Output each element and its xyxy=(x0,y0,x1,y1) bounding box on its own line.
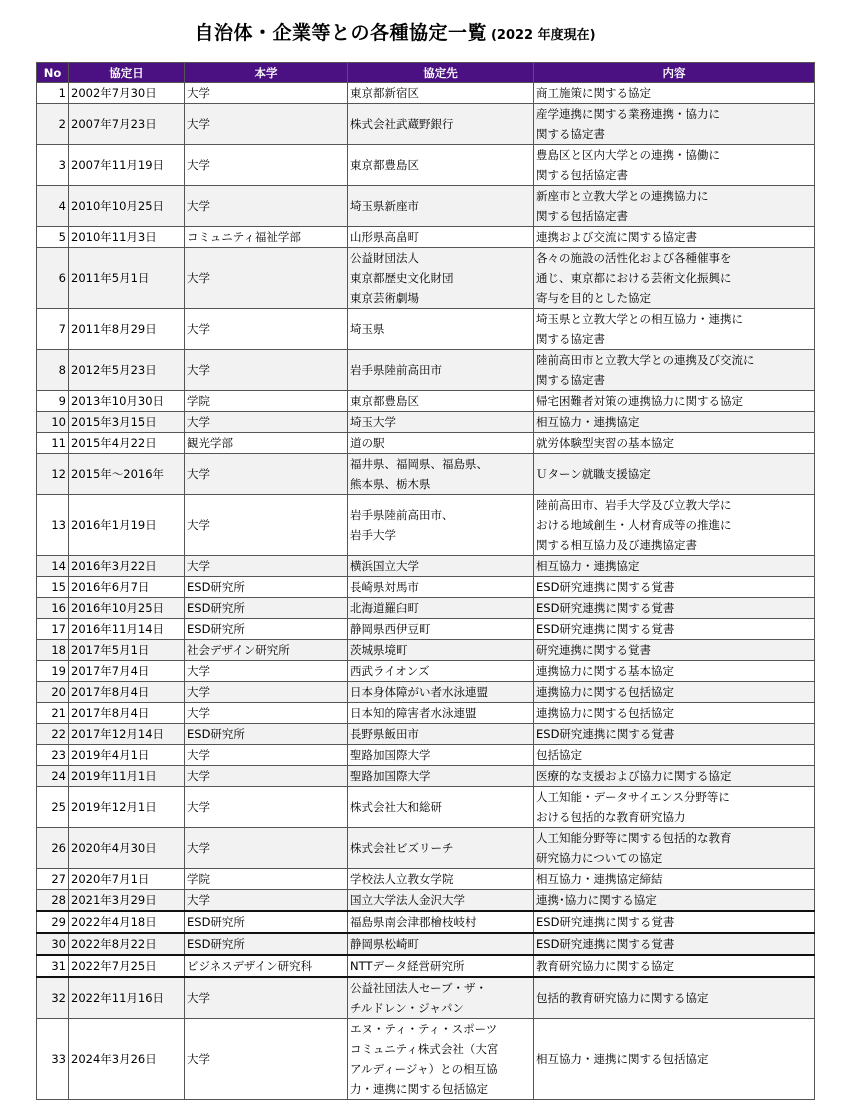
cell-content xyxy=(534,412,815,433)
cell-content-line: 各々の施設の活性化および各種催事を xyxy=(536,251,732,265)
table-row xyxy=(37,495,815,556)
cell-dept: 大学 xyxy=(185,350,348,391)
cell-date: 2022年8月22日 xyxy=(69,933,185,955)
cell-content-line: 研究連携に関する覚書 xyxy=(536,643,651,657)
cell-date: 2019年12月1日 xyxy=(69,787,185,828)
cell-partner-line: 公益財団法人 xyxy=(350,251,419,265)
cell-dept: 大学 xyxy=(185,890,348,912)
cell-partner-line: 力・連携に関する包括協定 xyxy=(350,1082,488,1096)
cell-partner xyxy=(348,703,534,724)
cell-partner xyxy=(348,869,534,890)
cell-no: 19 xyxy=(37,661,69,682)
cell-partner-line: 道の駅 xyxy=(350,436,385,450)
cell-content-line: 医療的な支援および協力に関する協定 xyxy=(536,769,732,783)
cell-partner-line: 日本知的障害者水泳連盟 xyxy=(350,706,477,720)
cell-no: 17 xyxy=(37,619,69,640)
table-row xyxy=(37,104,815,145)
cell-dept: 大学 xyxy=(185,454,348,495)
cell-partner-line: 山形県高畠町 xyxy=(350,230,419,244)
table-row xyxy=(37,391,815,412)
cell-content-line: 相互協力・連携協定 xyxy=(536,415,640,429)
column-header-date: 協定日 xyxy=(69,63,185,83)
cell-content-line: ESD研究連携に関する覚書 xyxy=(536,727,675,741)
table-row xyxy=(37,766,815,787)
cell-content xyxy=(534,703,815,724)
cell-partner-line: 静岡県松崎町 xyxy=(350,937,419,951)
cell-partner xyxy=(348,787,534,828)
cell-content-line: 包括的教育研究協力に関する協定 xyxy=(536,991,709,1005)
cell-content-line: 豊島区と区内大学との連携・協働に xyxy=(536,148,720,162)
cell-content-line: 寄与を目的とした協定 xyxy=(536,291,651,305)
cell-content xyxy=(534,977,815,1019)
table-row xyxy=(37,433,815,454)
cell-dept: 大学 xyxy=(185,556,348,577)
cell-dept: 大学 xyxy=(185,248,348,309)
cell-date: 2002年7月30日 xyxy=(69,83,185,104)
cell-content-line: 帰宅困難者対策の連携協力に関する協定 xyxy=(536,394,743,408)
cell-dept: 大学 xyxy=(185,661,348,682)
cell-partner-line: コミュニティ株式会社（大宮 xyxy=(350,1042,499,1056)
cell-content xyxy=(534,248,815,309)
cell-dept: 大学 xyxy=(185,412,348,433)
cell-content xyxy=(534,933,815,955)
cell-no: 5 xyxy=(37,227,69,248)
cell-partner xyxy=(348,186,534,227)
cell-no: 9 xyxy=(37,391,69,412)
cell-partner xyxy=(348,724,534,745)
cell-partner-line: 聖路加国際大学 xyxy=(350,769,431,783)
cell-partner-line: 静岡県西伊豆町 xyxy=(350,622,431,636)
cell-partner-line: 株式会社ビズリーチ xyxy=(350,841,454,855)
cell-no: 29 xyxy=(37,911,69,933)
cell-content xyxy=(534,869,815,890)
cell-no: 12 xyxy=(37,454,69,495)
table-row xyxy=(37,350,815,391)
cell-no: 22 xyxy=(37,724,69,745)
cell-partner xyxy=(348,1019,534,1100)
cell-dept: 観光学部 xyxy=(185,433,348,454)
cell-content-line: 研究協力についての協定 xyxy=(536,851,663,865)
cell-content-line: 連携協力に関する包括協定 xyxy=(536,685,674,699)
cell-dept: 大学 xyxy=(185,309,348,350)
cell-dept: 大学 xyxy=(185,186,348,227)
cell-partner-line: 東京芸術劇場 xyxy=(350,291,419,305)
cell-content-line: おける地域創生・人材育成等の推進に xyxy=(536,518,732,532)
table-row xyxy=(37,248,815,309)
cell-partner-line: 株式会社武蔵野銀行 xyxy=(350,117,454,131)
cell-dept: 大学 xyxy=(185,682,348,703)
cell-date: 2017年8月4日 xyxy=(69,703,185,724)
cell-content-line: 就労体験型実習の基本協定 xyxy=(536,436,674,450)
table-row xyxy=(37,454,815,495)
cell-content-line: ESD研究連携に関する覚書 xyxy=(536,580,675,594)
cell-partner-line: 岩手大学 xyxy=(350,528,396,542)
cell-partner xyxy=(348,454,534,495)
cell-content-line: 関する包括協定書 xyxy=(536,209,628,223)
cell-date: 2017年5月1日 xyxy=(69,640,185,661)
cell-partner-line: 福井県、福岡県、福島県、 xyxy=(350,457,488,471)
cell-content-line: 陸前高田市と立教大学との連携及び交流に xyxy=(536,353,755,367)
cell-partner-line: 聖路加国際大学 xyxy=(350,748,431,762)
cell-partner xyxy=(348,350,534,391)
column-header-no: No xyxy=(37,63,69,83)
cell-dept: 大学 xyxy=(185,977,348,1019)
cell-partner-line: 埼玉県新座市 xyxy=(350,199,419,213)
table-row xyxy=(37,309,815,350)
cell-no: 13 xyxy=(37,495,69,556)
cell-dept: コミュニティ福祉学部 xyxy=(185,227,348,248)
cell-dept: ビジネスデザイン研究科 xyxy=(185,955,348,977)
cell-partner xyxy=(348,227,534,248)
cell-partner xyxy=(348,977,534,1019)
cell-partner xyxy=(348,766,534,787)
cell-partner-line: 公益社団法人セーブ・ザ・ xyxy=(350,981,487,995)
page-title-block xyxy=(0,18,790,45)
cell-partner xyxy=(348,640,534,661)
cell-content xyxy=(534,454,815,495)
cell-date: 2017年7月4日 xyxy=(69,661,185,682)
cell-content-line: ESD研究連携に関する覚書 xyxy=(536,622,675,636)
cell-content xyxy=(534,104,815,145)
cell-no: 10 xyxy=(37,412,69,433)
table-row xyxy=(37,186,815,227)
table-row xyxy=(37,619,815,640)
cell-content-line: 連携協力に関する包括協定 xyxy=(536,706,674,720)
cell-content xyxy=(534,911,815,933)
cell-content xyxy=(534,556,815,577)
cell-date: 2011年5月1日 xyxy=(69,248,185,309)
cell-content xyxy=(534,391,815,412)
cell-partner-line: 福島県南会津郡檜枝岐村 xyxy=(350,915,477,929)
cell-date: 2012年5月23日 xyxy=(69,350,185,391)
table-row xyxy=(37,911,815,933)
cell-no: 18 xyxy=(37,640,69,661)
cell-no: 11 xyxy=(37,433,69,454)
table-row xyxy=(37,640,815,661)
cell-content-line: 通じ、東京都における芸術文化振興に xyxy=(536,271,732,285)
cell-content-line: 人工知能分野等に関する包括的な教育 xyxy=(536,831,732,845)
cell-partner-line: アルディージャ）との相互協 xyxy=(350,1062,498,1076)
table-row xyxy=(37,1019,815,1100)
cell-partner xyxy=(348,682,534,703)
cell-dept: 大学 xyxy=(185,145,348,186)
cell-no: 30 xyxy=(37,933,69,955)
cell-no: 20 xyxy=(37,682,69,703)
cell-dept: 大学 xyxy=(185,83,348,104)
cell-no: 28 xyxy=(37,890,69,912)
table-row xyxy=(37,869,815,890)
cell-partner-line: エヌ・ティ・ティ・スポーツ xyxy=(350,1022,498,1036)
cell-content-line: 包括協定 xyxy=(536,748,582,762)
cell-dept: 大学 xyxy=(185,1019,348,1100)
cell-date: 2011年8月29日 xyxy=(69,309,185,350)
cell-no: 1 xyxy=(37,83,69,104)
cell-date: 2007年11月19日 xyxy=(69,145,185,186)
cell-content-line: ESD研究連携に関する覚書 xyxy=(536,601,675,615)
cell-date: 2010年11月3日 xyxy=(69,227,185,248)
cell-content-line: 連携および交流に関する協定書 xyxy=(536,230,697,244)
cell-date: 2024年3月26日 xyxy=(69,1019,185,1100)
cell-dept: 大学 xyxy=(185,703,348,724)
table-row xyxy=(37,661,815,682)
cell-partner-line: 横浜国立大学 xyxy=(350,559,419,573)
cell-no: 24 xyxy=(37,766,69,787)
cell-content xyxy=(534,495,815,556)
cell-content xyxy=(534,577,815,598)
cell-date: 2007年7月23日 xyxy=(69,104,185,145)
table-row xyxy=(37,412,815,433)
cell-partner xyxy=(348,598,534,619)
cell-content xyxy=(534,598,815,619)
cell-no: 25 xyxy=(37,787,69,828)
cell-dept: ESD研究所 xyxy=(185,724,348,745)
cell-partner-line: 埼玉県 xyxy=(350,322,385,336)
cell-partner xyxy=(348,911,534,933)
cell-partner xyxy=(348,104,534,145)
cell-content-line: 教育研究協力に関する協定 xyxy=(536,959,674,973)
cell-partner-line: 東京都新宿区 xyxy=(350,86,419,100)
cell-partner-line: 株式会社大和総研 xyxy=(350,800,442,814)
cell-no: 4 xyxy=(37,186,69,227)
cell-content xyxy=(534,145,815,186)
cell-partner-line: 学校法人立教女学院 xyxy=(350,872,454,886)
cell-content-line: おける包括的な教育研究協力 xyxy=(536,810,686,824)
table-row xyxy=(37,890,815,912)
cell-partner xyxy=(348,745,534,766)
cell-content xyxy=(534,682,815,703)
column-header-partner: 協定先 xyxy=(348,63,534,83)
cell-partner xyxy=(348,495,534,556)
cell-partner xyxy=(348,955,534,977)
table-row xyxy=(37,724,815,745)
cell-content-line: Ｕターン就職支援協定 xyxy=(536,467,651,481)
cell-date: 2015年～2016年 xyxy=(69,454,185,495)
column-header-content: 内容 xyxy=(534,63,815,83)
cell-content-line: ESD研究連携に関する覚書 xyxy=(536,915,675,929)
cell-dept: 大学 xyxy=(185,787,348,828)
cell-date: 2016年6月7日 xyxy=(69,577,185,598)
cell-partner-line: 国立大学法人金沢大学 xyxy=(350,893,465,907)
cell-dept: ESD研究所 xyxy=(185,598,348,619)
cell-no: 2 xyxy=(37,104,69,145)
cell-content-line: 陸前高田市、岩手大学及び立教大学に xyxy=(536,498,732,512)
cell-no: 15 xyxy=(37,577,69,598)
cell-partner-line: NTTデータ経営研究所 xyxy=(350,959,465,973)
cell-dept: 大学 xyxy=(185,766,348,787)
cell-content-line: 人工知能・データサイエンス分野等に xyxy=(536,790,730,804)
cell-content-line: 関する包括協定書 xyxy=(536,168,628,182)
cell-content-line: ESD研究連携に関する覚書 xyxy=(536,937,675,951)
table-row xyxy=(37,933,815,955)
table-row xyxy=(37,577,815,598)
table-row xyxy=(37,828,815,869)
cell-content xyxy=(534,745,815,766)
cell-content-line: 関する協定書 xyxy=(536,373,605,387)
cell-content xyxy=(534,227,815,248)
cell-content xyxy=(534,890,815,912)
cell-dept: ESD研究所 xyxy=(185,577,348,598)
cell-content-line: 埼玉県と立教大学との相互協力・連携に xyxy=(536,312,743,326)
table-row xyxy=(37,556,815,577)
cell-partner xyxy=(348,248,534,309)
cell-date: 2019年4月1日 xyxy=(69,745,185,766)
cell-partner xyxy=(348,577,534,598)
cell-content xyxy=(534,83,815,104)
cell-partner-line: チルドレン・ジャパン xyxy=(350,1001,464,1015)
cell-dept: 大学 xyxy=(185,104,348,145)
cell-date: 2022年7月25日 xyxy=(69,955,185,977)
cell-partner xyxy=(348,828,534,869)
cell-content-line: 関する協定書 xyxy=(536,127,605,141)
cell-content-line: 新座市と立教大学との連携協力に xyxy=(536,189,709,203)
cell-partner-line: 茨城県境町 xyxy=(350,643,408,657)
cell-dept: ESD研究所 xyxy=(185,933,348,955)
cell-date: 2017年12月14日 xyxy=(69,724,185,745)
cell-content xyxy=(534,186,815,227)
cell-content xyxy=(534,787,815,828)
cell-date: 2016年3月22日 xyxy=(69,556,185,577)
cell-content-line: 商工施策に関する協定 xyxy=(536,86,651,100)
cell-date: 2015年4月22日 xyxy=(69,433,185,454)
table-row xyxy=(37,145,815,186)
cell-partner-line: 埼玉大学 xyxy=(350,415,396,429)
cell-date: 2022年4月18日 xyxy=(69,911,185,933)
cell-no: 16 xyxy=(37,598,69,619)
cell-content xyxy=(534,640,815,661)
cell-date: 2019年11月1日 xyxy=(69,766,185,787)
cell-date: 2020年4月30日 xyxy=(69,828,185,869)
cell-partner xyxy=(348,309,534,350)
cell-date: 2017年8月4日 xyxy=(69,682,185,703)
table-row xyxy=(37,682,815,703)
cell-dept: ESD研究所 xyxy=(185,911,348,933)
cell-no: 21 xyxy=(37,703,69,724)
cell-date: 2022年11月16日 xyxy=(69,977,185,1019)
cell-partner xyxy=(348,556,534,577)
cell-date: 2016年1月19日 xyxy=(69,495,185,556)
table-row xyxy=(37,703,815,724)
cell-no: 27 xyxy=(37,869,69,890)
cell-date: 2015年3月15日 xyxy=(69,412,185,433)
cell-partner-line: 岩手県陸前高田市、 xyxy=(350,508,454,522)
cell-no: 26 xyxy=(37,828,69,869)
table-row xyxy=(37,977,815,1019)
cell-content xyxy=(534,724,815,745)
cell-partner-line: 東京都豊島区 xyxy=(350,394,419,408)
cell-partner-line: 北海道羅臼町 xyxy=(350,601,419,615)
cell-partner-line: 岩手県陸前高田市 xyxy=(350,363,442,377)
cell-date: 2020年7月1日 xyxy=(69,869,185,890)
cell-no: 14 xyxy=(37,556,69,577)
cell-no: 6 xyxy=(37,248,69,309)
cell-content-line: 相互協力・連携協定 xyxy=(536,559,640,573)
cell-date: 2016年10月25日 xyxy=(69,598,185,619)
cell-partner xyxy=(348,661,534,682)
cell-partner xyxy=(348,412,534,433)
agreements-table xyxy=(36,62,815,1100)
cell-no: 23 xyxy=(37,745,69,766)
cell-content xyxy=(534,309,815,350)
cell-content-line: 相互協力・連携に関する包括協定 xyxy=(536,1052,709,1066)
cell-dept: 大学 xyxy=(185,745,348,766)
cell-dept: 大学 xyxy=(185,495,348,556)
cell-no: 3 xyxy=(37,145,69,186)
table-row xyxy=(37,598,815,619)
cell-content xyxy=(534,350,815,391)
cell-content-line: 相互協力・連携協定締結 xyxy=(536,872,663,886)
cell-content xyxy=(534,1019,815,1100)
cell-partner-line: 西武ライオンズ xyxy=(350,664,430,678)
table-header-row xyxy=(37,63,815,83)
table-row xyxy=(37,227,815,248)
cell-no: 31 xyxy=(37,955,69,977)
cell-dept: 社会デザイン研究所 xyxy=(185,640,348,661)
cell-partner-line: 日本身体障がい者水泳連盟 xyxy=(350,685,488,699)
cell-content-line: 連携協力に関する基本協定 xyxy=(536,664,674,678)
cell-partner-line: 東京都豊島区 xyxy=(350,158,419,172)
table-row xyxy=(37,745,815,766)
cell-date: 2016年11月14日 xyxy=(69,619,185,640)
cell-content xyxy=(534,766,815,787)
cell-dept: 大学 xyxy=(185,828,348,869)
table-row xyxy=(37,955,815,977)
page-title: 自治体・企業等との各種協定一覧 xyxy=(194,22,487,44)
cell-no: 33 xyxy=(37,1019,69,1100)
cell-partner xyxy=(348,433,534,454)
table-row xyxy=(37,83,815,104)
cell-date: 2010年10月25日 xyxy=(69,186,185,227)
cell-partner-line: 長崎県対馬市 xyxy=(350,580,419,594)
cell-content-line: 産学連携に関する業務連携・協力に xyxy=(536,107,720,121)
cell-no: 32 xyxy=(37,977,69,1019)
page-subtitle: (2022 年度現在) xyxy=(490,28,596,43)
cell-content xyxy=(534,433,815,454)
cell-content-line: 連携･協力に関する協定 xyxy=(536,893,657,907)
cell-partner-line: 長野県飯田市 xyxy=(350,727,419,741)
cell-content xyxy=(534,661,815,682)
cell-date: 2013年10月30日 xyxy=(69,391,185,412)
cell-partner-line: 熊本県、栃木県 xyxy=(350,477,431,491)
cell-partner-line: 東京都歴史文化財団 xyxy=(350,271,454,285)
cell-content xyxy=(534,828,815,869)
cell-content-line: 関する相互協力及び連携協定書 xyxy=(536,538,697,552)
cell-partner xyxy=(348,83,534,104)
cell-partner xyxy=(348,933,534,955)
cell-content xyxy=(534,619,815,640)
cell-date: 2021年3月29日 xyxy=(69,890,185,912)
column-header-dept: 本学 xyxy=(185,63,348,83)
cell-dept: 学院 xyxy=(185,869,348,890)
cell-no: 7 xyxy=(37,309,69,350)
cell-content xyxy=(534,955,815,977)
cell-partner xyxy=(348,145,534,186)
table-row xyxy=(37,787,815,828)
cell-dept: 学院 xyxy=(185,391,348,412)
cell-partner xyxy=(348,391,534,412)
cell-partner xyxy=(348,619,534,640)
cell-partner xyxy=(348,890,534,912)
cell-dept: ESD研究所 xyxy=(185,619,348,640)
cell-content-line: 関する協定書 xyxy=(536,332,605,346)
cell-no: 8 xyxy=(37,350,69,391)
